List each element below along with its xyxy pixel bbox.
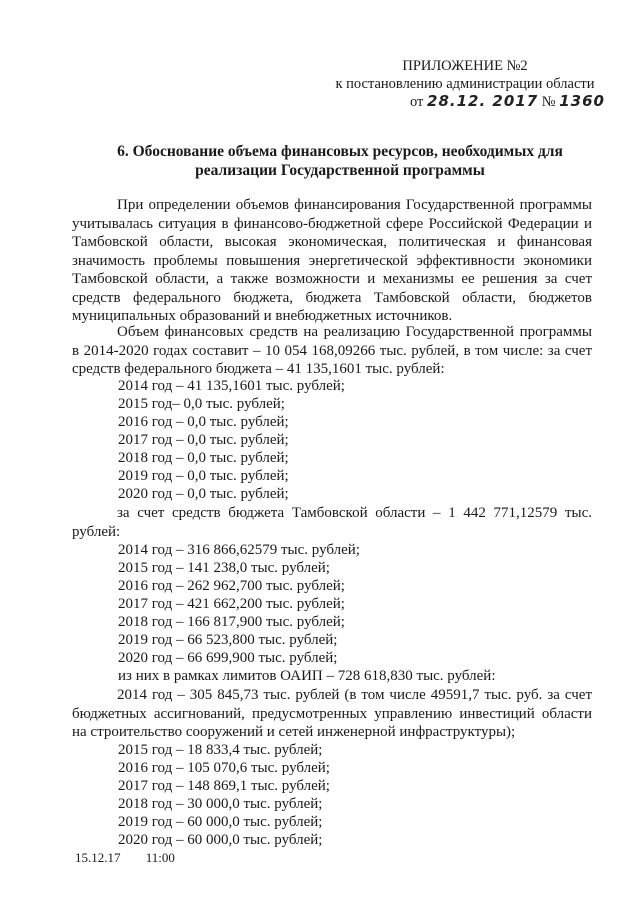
regional-line: 2015 год – 141 238,0 тыс. рублей; [118,560,330,576]
regional-line: 2019 год – 66 523,800 тыс. рублей; [118,632,338,648]
appendix-label: ПРИЛОЖЕНИЕ №2 [402,58,528,74]
federal-line: 2014 год – 41 135,1601 тыс. рублей; [118,378,345,394]
oaip-line: 2018 год – 30 000,0 тыс. рублей; [118,796,323,812]
federal-line: 2020 год – 0,0 тыс. рублей; [118,486,289,502]
number-prefix: № [541,94,556,110]
paragraph-1: При определении объемов финансирования Государственной программы учитывалась ситуация в финансово-бюджетной сфере Российской Федерации и Тамбовской области, высокая экономическая, политическая и финансовая значимость проблемы повышения энергетической эффективности экономики Тамбовской области, а также возможности и механизмы ее решения за счет средств федерального бюджета, бюджета Тамбовской области, бюджетов муниципальных образований и внебюджетных источников. [72,197,592,324]
regional-line: 2014 год – 316 866,62579 тыс. рублей; [118,542,360,558]
print-footer [75,850,197,866]
oaip-line: 2019 год – 60 000,0 тыс. рублей; [118,814,323,830]
federal-line: 2019 год – 0,0 тыс. рублей; [118,468,289,484]
oaip-2014-paragraph: 2014 год – 305 845,73 тыс. рублей (в том числе 49591,7 тыс. руб. за счет бюджетных ассигнований, предусмотренных управлению инвестиций области на строительство сооружений и сетей инженерной инфраструктуры); [72,687,592,740]
decree-reference: к постановлению администрации области [335,76,595,92]
date-prefix: от [410,94,424,110]
federal-line: 2017 год – 0,0 тыс. рублей; [118,432,289,448]
footer-date: 15.12.17 [75,850,121,865]
oaip-line: 2017 год – 148 869,1 тыс. рублей; [118,778,330,794]
regional-line: 2018 год – 166 817,900 тыс. рублей; [118,614,345,630]
decree-date-line [410,92,610,111]
oaip-line: 2015 год – 18 833,4 тыс. рублей; [118,742,323,758]
oaip-intro: из них в рамках лимитов ОАИП – 728 618,830 тыс. рублей: [118,668,496,684]
footer-time: 11:00 [145,850,175,865]
oaip-line: 2016 год – 105 070,6 тыс. рублей; [118,760,330,776]
federal-line: 2018 год – 0,0 тыс. рублей; [118,450,289,466]
regional-line: 2020 год – 66 699,900 тыс. рублей; [118,650,338,666]
oaip-line: 2020 год – 60 000,0 тыс. рублей; [118,832,323,848]
paragraph-2: Объем финансовых средств на реализацию Государственной программы в 2014-2020 годах составит – 10 054 168,09266 тыс. рублей, в том числе: за счет средств федерального бюджета – 41 135,1601 тыс. рублей: [72,324,592,377]
federal-line: 2016 год – 0,0 тыс. рублей; [118,414,289,430]
regional-intro: за счет средств бюджета Тамбовской области – 1 442 771,12579 тыс. рублей: [72,505,592,540]
section-title: 6. Обоснование объема финансовых ресурсов, необходимых для реализации Государственной программы [117,143,563,179]
regional-line: 2017 год – 421 662,200 тыс. рублей; [118,596,345,612]
handwritten-number: 1360 [559,92,605,110]
handwritten-date: 28.12. 2017 [427,92,539,110]
regional-line: 2016 год – 262 962,700 тыс. рублей; [118,578,345,594]
federal-line: 2015 год– 0,0 тыс. рублей; [118,396,285,412]
